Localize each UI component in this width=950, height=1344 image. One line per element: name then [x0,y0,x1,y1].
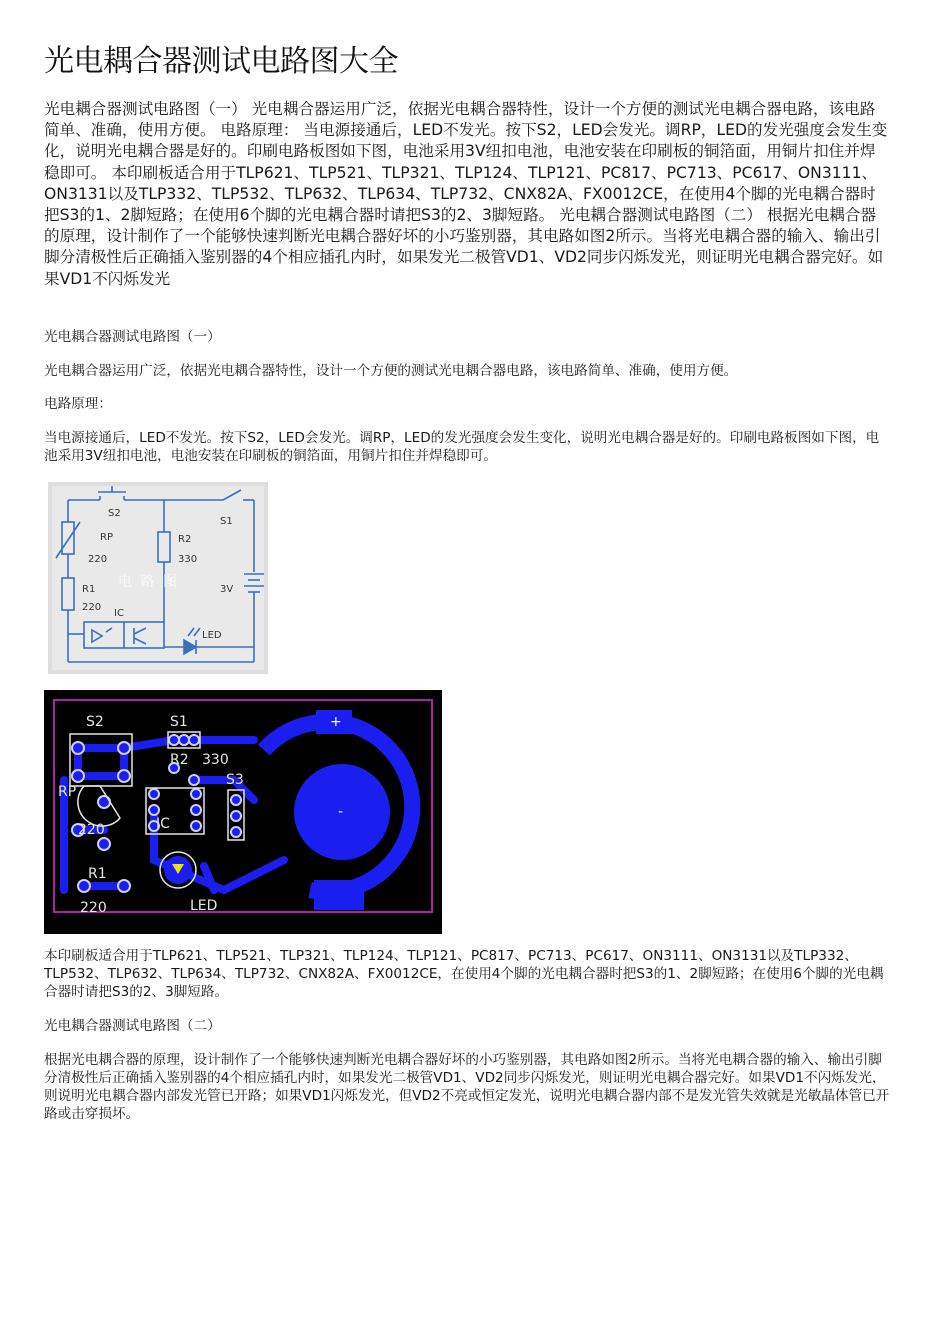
pcb-figure [44,690,442,938]
schematic-label-s1: S1 [220,516,233,527]
pcb-label-rp-value: 220 [78,822,105,838]
pcb-label-r1-value: 220 [80,900,107,916]
pcb-label-rp: RP [58,784,77,800]
pcb-label-r2: R2 [170,752,189,768]
schematic-label-rp: RP [100,532,113,543]
pcb-label-r1: R1 [88,866,107,882]
section1-heading: 光电耦合器测试电路图（一） [44,329,221,345]
section2-heading: 光电耦合器测试电路图（二） [44,1018,221,1034]
section2-text: 根据光电耦合器的原理，设计制作了一个能够快速判断光电耦合器好坏的小巧鉴别器，其电路如图2所示。当将光电耦合器的输入、输出引脚分清极性后正确插入鉴别器的4个相应插孔内时，如果发光二极管VD1、VD2同步闪烁发光，则证明光电耦合器完好。如果VD1不闪烁发光，则说明光电耦合器内部发光管已开路；如果VD1闪烁发光，但VD2不亮或恒定发光，说明光电耦合器内部不是发光管失效就是光敏晶体管已开路或击穿损坏。 [44,1052,890,1122]
pcb-label-s2: S2 [86,714,104,730]
pcb-label-r2-value: 330 [202,752,229,768]
schematic-label-r2-value: 330 [178,554,198,565]
summary-paragraph: 光电耦合器测试电路图（一） 光电耦合器运用广泛，依据光电耦合器特性，设计一个方便的测试光电耦合器电路，该电路简单、准确，使用方便。 电路原理： 当电源接通后，LED不发光。按下S2，LED会发光。调RP，LED的发光强度会发生变化，说明光电耦合器是好的。印刷电路板图如下图，电池采用3V纽扣电池，电池安装在印刷板的铜箔面，用铜片扣住并焊稳即可。 本印刷板适合用于TLP621、TLP521、TLP321、TLP124、TLP121、PC817、PC713、PC617、ON3111、ON3131以及TLP332、TLP532、TLP632、TLP634、TLP732、CNX82A、FX0012CE，在使用4个脚的光电耦合器时把S3的1、2脚短路；在使用6个脚的光电耦合器时请把S3的2、3脚短路。 光电耦合器测试电路图（二） 根据光电耦合器的原理，设计制作了一个能够快速判断光电耦合器好坏的小巧鉴别器，其电路如图2所示。当将光电耦合器的输入、输出引脚分清极性后正确插入鉴别器的4个相应插孔内时，如果发光二极管VD1、VD2同步闪烁发光，则证明光电耦合器完好。如果VD1不闪烁发光 [44,100,888,288]
schematic-diagram [48,482,268,674]
schematic-figure [48,482,268,678]
schematic-label-rp-value: 220 [88,554,108,565]
pcb-label-s1: S1 [170,714,188,730]
schematic-label-r1: R1 [82,584,96,595]
pcb-label-ic: IC [156,816,170,832]
pcb-label-plus: + [330,714,342,730]
schematic-watermark: 电 路 图 [118,574,179,590]
section1-intro: 光电耦合器运用广泛，依据光电耦合器特性，设计一个方便的测试光电耦合器电路，该电路简单、准确，使用方便。 [44,363,738,379]
schematic-label-ic: IC [114,608,124,619]
schematic-label-r2: R2 [178,534,192,545]
pcb-label-s3: S3 [226,772,244,788]
schematic-label-s2: S2 [108,508,121,519]
schematic-label-r1-value: 220 [82,602,102,613]
page-title: 光电耦合器测试电路图大全 [44,44,398,79]
pcb-label-minus: - [338,804,344,820]
schematic-label-led: LED [202,630,222,641]
schematic-label-battery: 3V [220,584,234,595]
principle-heading: 电路原理： [44,396,112,412]
compatibility-text: 本印刷板适合用于TLP621、TLP521、TLP321、TLP124、TLP121、PC817、PC713、PC617、ON3111、ON3131以及TLP332、TLP532、TLP632、TLP634、TLP732、CNX82A、FX0012CE，在使用4个脚的光电耦合器时把S3的1、2脚短路；在使用6个脚的光电耦合器时请把S3的2、3脚短路。 [44,948,884,1000]
pcb-label-led: LED [190,898,218,914]
pcb-diagram [44,690,442,934]
principle-text: 当电源接通后，LED不发光。按下S2，LED会发光。调RP，LED的发光强度会发生变化，说明光电耦合器是好的。印刷电路板图如下图，电池采用3V纽扣电池，电池安装在印刷板的铜箔面，用铜片扣住并焊稳即可。 [44,430,880,464]
